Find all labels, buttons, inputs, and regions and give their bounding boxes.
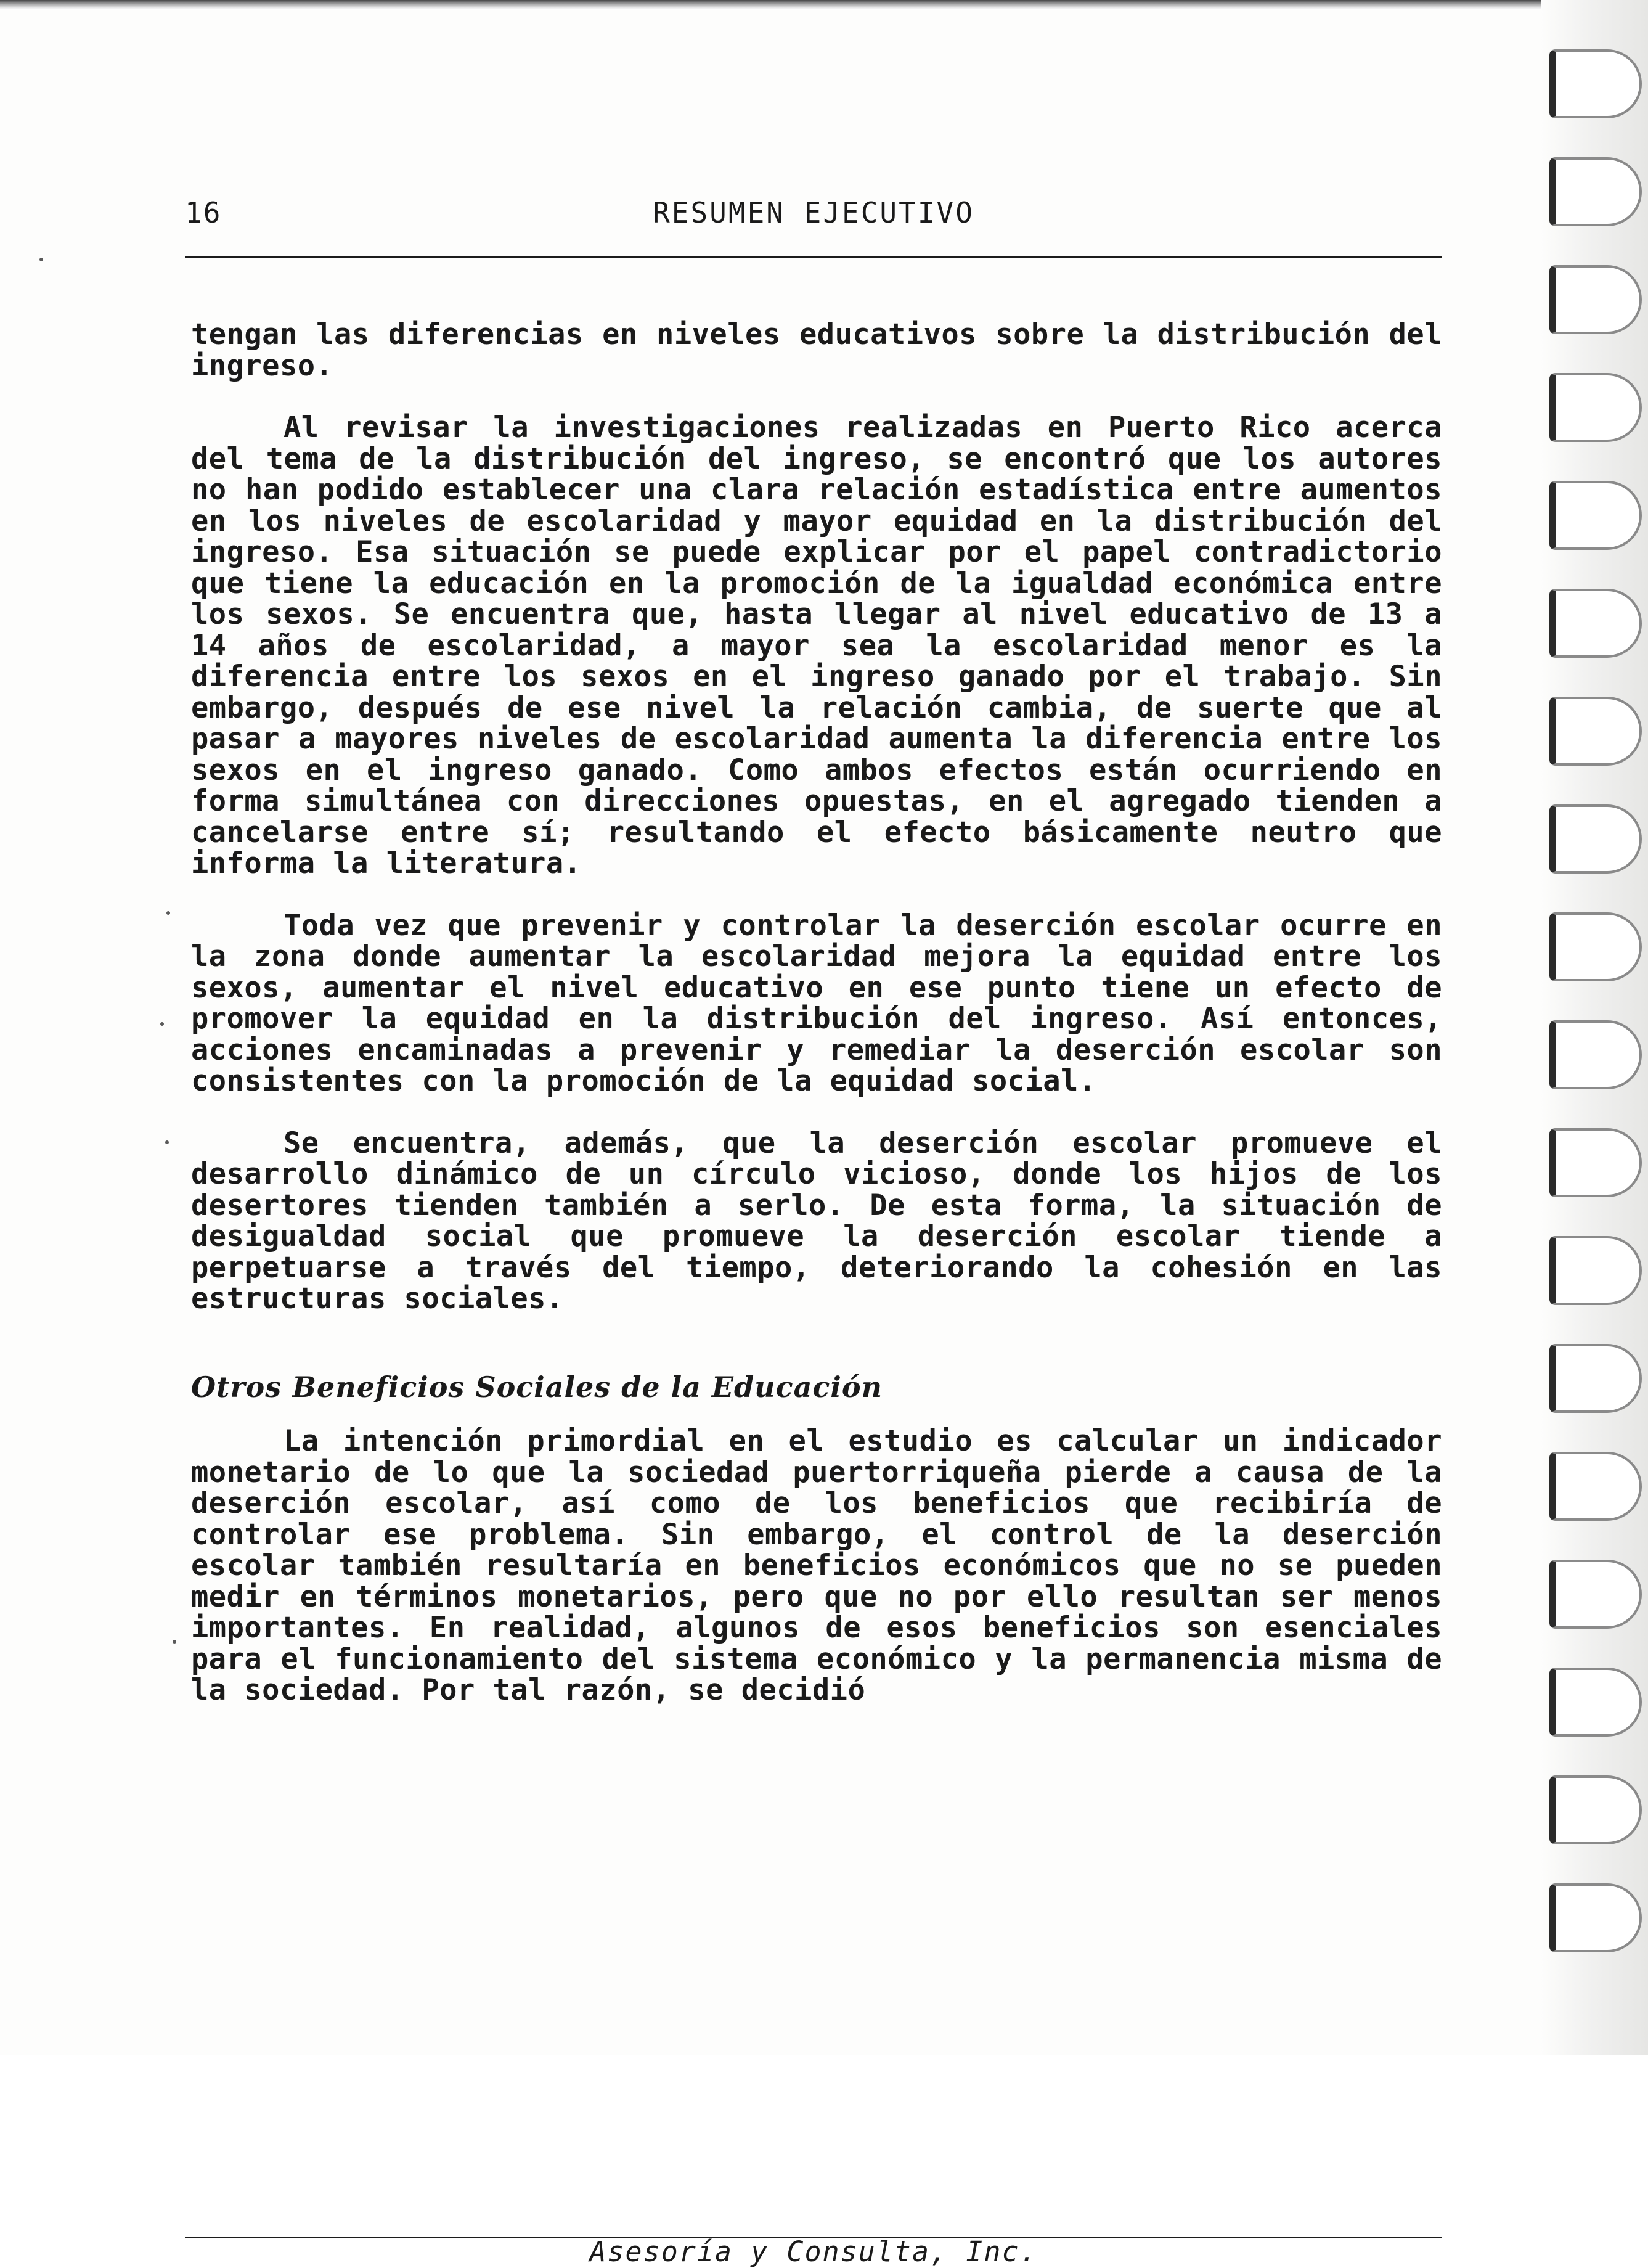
page-header: [185, 196, 1442, 233]
binding-coil: [1549, 1344, 1642, 1413]
binding-coil: [1549, 1452, 1642, 1521]
paragraph-dropout-equity: Toda vez que prevenir y controlar la deserción escolar ocurre en la zona donde aumentar la escolaridad mejora la equidad entre los sexos, aumentar el nivel educativo en ese punto tiene un efecto de promover la equidad en la distribución del ingreso. Así entonces, acciones encaminadas a prevenir y remediar la deserción escolar son consistentes con la promoción de la equidad social.: [191, 908, 1442, 1098]
spiral-binding: [1541, 0, 1648, 2055]
binding-coil: [1549, 157, 1642, 226]
binding-coil: [1549, 1020, 1642, 1089]
footer-publisher: Asesoría y Consulta, Inc.: [589, 2235, 1038, 2268]
header-rule: [185, 256, 1442, 258]
paragraph-continuation: tengan las diferencias en niveles educativos sobre la distribución del ingreso.: [191, 317, 1442, 383]
scan-speck: [165, 1140, 169, 1144]
scan-speck: [160, 1022, 164, 1026]
binding-coil: [1549, 49, 1642, 118]
page-number: 16: [185, 196, 222, 229]
binding-coil: [1549, 804, 1642, 874]
binding-coil: [1549, 481, 1642, 550]
binding-coil: [1549, 265, 1642, 334]
binding-coil: [1549, 373, 1642, 442]
binding-coil: [1549, 1128, 1642, 1197]
paragraph-income-distribution: Al revisar la investigaciones realizadas en Puerto Rico acerca del tema de la distribución del ingreso, se encontró que los autores no han podido establecer una clara relación estadística entre aumentos en los niveles de escolaridad y mayor equidad en la distribución del ingreso. Esa situación se puede explicar por el papel contradictorio que tiene la educación en la promoción de la igualdad económica entre los sexos. Se encuentra que, hasta llegar al nivel educativo de 13 a 14 años de escolaridad, a mayor sea la escolaridad menor es la diferencia entre los sexos en el ingreso ganado por el trabajo. Sin embargo, después de ese nivel la relación cambia, de suerte que al pasar a mayores niveles de escolaridad aumenta la diferencia entre los sexos en el ingreso ganado. Como ambos efectos están ocurriendo en forma simultánea con direcciones opuestas, en el agregado tienden a cancelarse entre sí; resultando el efecto básicamente neutro que informa la literatura.: [191, 411, 1442, 880]
paragraph-vicious-circle: Se encuentra, además, que la deserción escolar promueve el desarrollo dinámico de un círculo vicioso, donde los hijos de los desertores tienden también a serlo. De esta forma, la situación de desigualdad social que promueve la deserción escolar tiende a perpetuarse a través del tiempo, deteriorando la cohesión en las estructuras sociales.: [191, 1126, 1442, 1316]
binding-coil: [1549, 589, 1642, 658]
running-title: RESUMEN EJECUTIVO: [653, 196, 974, 229]
binding-coil: [1549, 1668, 1642, 1737]
scan-speck: [166, 911, 170, 915]
scan-speck: [173, 1640, 176, 1644]
scan-speck: [39, 258, 43, 261]
section-heading: Otros Beneficios Sociales de la Educación: [191, 1370, 883, 1404]
binding-coil: [1549, 912, 1642, 981]
binding-coil: [1549, 697, 1642, 766]
binding-coil: [1549, 1775, 1642, 1844]
paragraph-other-benefits: La intención primordial en el estudio es calcular un indicador monetario de lo que la sociedad puertorriqueña pierde a causa de la deserción escolar, así como de los beneficios que recibiría de controlar ese problema. Sin embargo, el control de la deserción escolar también resultaría en beneficios económicos que no se pueden medir en términos monetarios, pero que no por ello resultan ser menos importantes. En realidad, algunos de esos beneficios son esenciales para el funcionamiento del sistema económico y la permanencia misma de la sociedad. Por tal razón, se decidió: [191, 1424, 1442, 1707]
binding-coil: [1549, 1883, 1642, 1952]
scan-top-edge: [0, 0, 1648, 9]
binding-coil: [1549, 1236, 1642, 1305]
body-text: [191, 319, 1442, 1737]
binding-coil: [1549, 1560, 1642, 1629]
